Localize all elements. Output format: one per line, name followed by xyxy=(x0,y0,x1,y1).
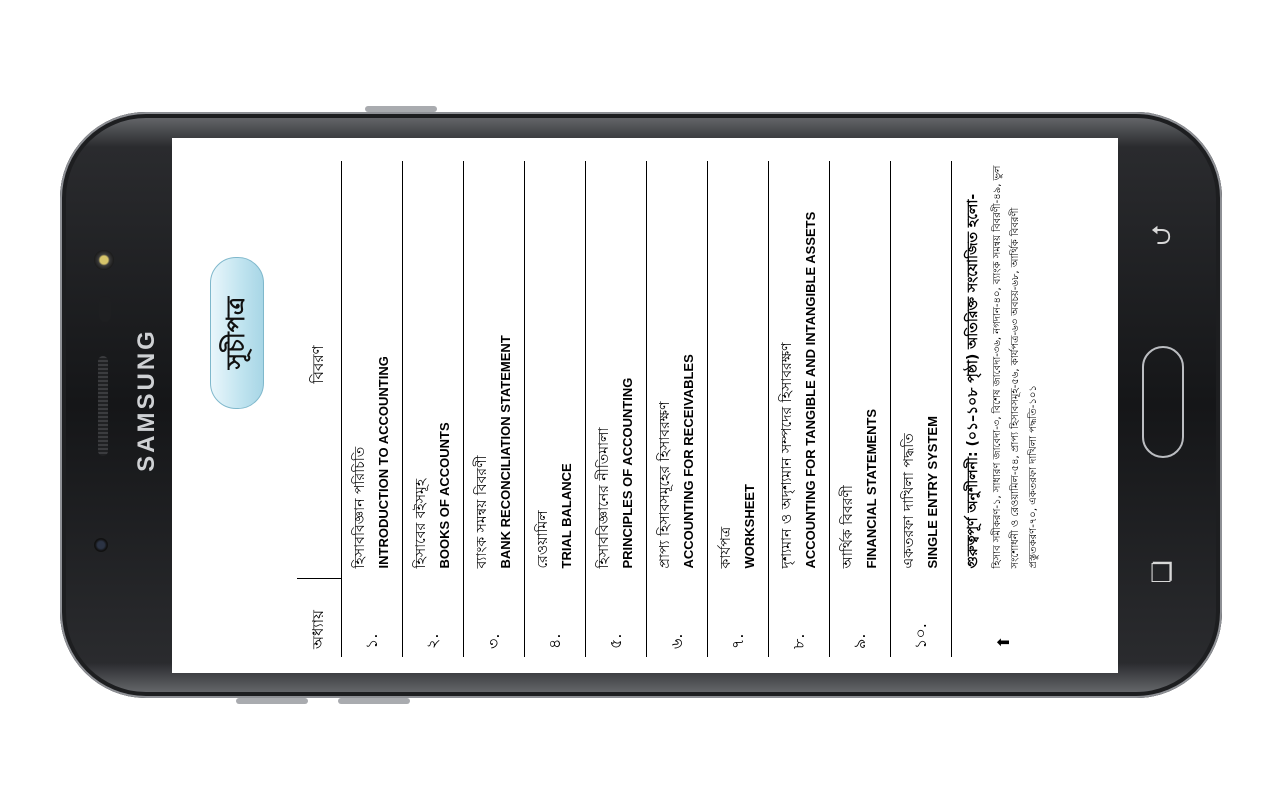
chapter-number: ৩. xyxy=(464,579,525,658)
chapter-title-bn: হিসাবের বইসমূহ xyxy=(412,478,429,569)
chapter-title-bn: হিসাববিজ্ঞান পরিচিতি xyxy=(351,446,368,569)
header-chapter: অধ্যায় xyxy=(297,579,342,658)
chapter-title-en: BOOKS OF ACCOUNTS xyxy=(436,422,452,569)
chapter-title-en: TRIAL BALANCE xyxy=(558,463,574,569)
proximity-sensor xyxy=(99,296,111,322)
chapter-title-bn: ব্যাংক সমন্বয় বিবরণী xyxy=(473,455,490,569)
table-header xyxy=(297,161,342,657)
chapter-description xyxy=(830,161,891,579)
volume-button xyxy=(365,106,437,112)
chapter-description xyxy=(708,161,769,579)
header-description: বিবরণ xyxy=(308,345,327,384)
page-title: সূচীপত্র xyxy=(210,257,264,409)
chapter-title-bn: রেওয়ামিল xyxy=(534,510,551,569)
table-row[interactable] xyxy=(708,161,769,657)
chapter-number: ১০. xyxy=(891,579,952,658)
chapter-description xyxy=(891,161,952,579)
earpiece-speaker xyxy=(98,356,108,456)
chapter-number: ৬. xyxy=(647,579,708,658)
table-row[interactable] xyxy=(403,161,464,657)
table-row[interactable] xyxy=(647,161,708,657)
table-row[interactable] xyxy=(769,161,830,657)
back-arrow-icon[interactable]: ⮌ xyxy=(1150,221,1172,251)
chapter-title-en: ACCOUNTING FOR TANGIBLE AND INTANGIBLE ASSETS xyxy=(802,211,818,569)
note-title: গুরুত্বপূর্ণ অনুশীলনী: (০১–১০৮ পৃষ্ঠা) অতিরিক্ত সংযোজিত হলো- xyxy=(965,193,981,569)
recents-icon[interactable]: ❐ xyxy=(1150,559,1174,589)
table-row[interactable] xyxy=(342,161,403,657)
chapter-title-bn: কার্যপত্র xyxy=(717,526,734,569)
screen xyxy=(172,138,1118,673)
table-row[interactable] xyxy=(830,161,891,657)
contents-table xyxy=(297,161,1044,657)
chapter-title-en: PRINCIPLES OF ACCOUNTING xyxy=(619,377,635,569)
note-body: হিসাব সমীকরণ-১, সাধারণ জাবেদা-৩, বিশেষ জাবেদা-৩৬, নগদান-৪০, ব্যাংক সমন্বয় বিবরণী-৪৯, ভুল সংশোধনী ও রেওয়ামিল-৫৪, প্রাপ্য হিসাবসমূহ-৫৬, কার্যপত্র-৬৩ অবচয়-৬৮, আর্থিক বিবরণী প্রস্তুতকরণ-৭০, একতরফা দাখিলা পদ্ধতি-১০১ xyxy=(992,165,1039,569)
table-row[interactable] xyxy=(464,161,525,657)
home-button[interactable] xyxy=(1142,346,1184,458)
table-row[interactable] xyxy=(586,161,647,657)
side-button-left xyxy=(236,698,308,704)
chapter-title-bn: আর্থিক বিবরণী xyxy=(839,485,856,569)
chapter-number: ৪. xyxy=(525,579,586,658)
chapter-number: ৯. xyxy=(830,579,891,658)
chapter-number: ২. xyxy=(403,579,464,658)
document-page[interactable] xyxy=(172,138,1118,673)
chapter-title-en: SINGLE ENTRY SYSTEM xyxy=(924,416,940,569)
chapter-description xyxy=(342,161,403,579)
chapter-number: ১. xyxy=(342,579,403,658)
chapter-number: ৭. xyxy=(708,579,769,658)
chapter-description xyxy=(769,161,830,579)
chapter-title-en: INTRODUCTION TO ACCOUNTING xyxy=(375,356,391,569)
chapter-title-bn: একতরফা দাখিলা পদ্ধতি xyxy=(900,433,917,569)
chapter-number: ৮. xyxy=(769,579,830,658)
side-button-right xyxy=(338,698,410,704)
chapter-description xyxy=(586,161,647,579)
chapter-description xyxy=(464,161,525,579)
chapter-description xyxy=(647,161,708,579)
chapter-description xyxy=(403,161,464,579)
note-row xyxy=(952,161,1045,657)
table-row[interactable] xyxy=(525,161,586,657)
brand-logo: SAMSUNG xyxy=(133,328,160,472)
chapter-title-bn: হিসাববিজ্ঞানের নীতিমালা xyxy=(595,427,612,569)
chapter-title-en: BANK RECONCILIATION STATEMENT xyxy=(497,335,513,569)
front-camera-icon xyxy=(94,538,108,552)
chapter-title-en: FINANCIAL STATEMENTS xyxy=(863,408,879,569)
chapter-number: ৫. xyxy=(586,579,647,658)
arrow-up-icon: ⬆ xyxy=(993,635,1013,649)
chapter-title-bn: দৃশ্যমান ও অদৃশ্যমান সম্পদের হিসাবরক্ষণ xyxy=(778,342,795,569)
note-cell xyxy=(952,161,1045,579)
note-icon-cell xyxy=(952,579,1045,658)
chapter-title-bn: প্রাপ্য হিসাবসমূহের হিসাবরক্ষণ xyxy=(656,401,673,569)
chapter-title-en: ACCOUNTING FOR RECEIVABLES xyxy=(680,354,696,569)
rear-flash-icon xyxy=(94,250,114,270)
chapter-title-en: WORKSHEET xyxy=(741,484,757,569)
chapter-description xyxy=(525,161,586,579)
table-row[interactable] xyxy=(891,161,952,657)
